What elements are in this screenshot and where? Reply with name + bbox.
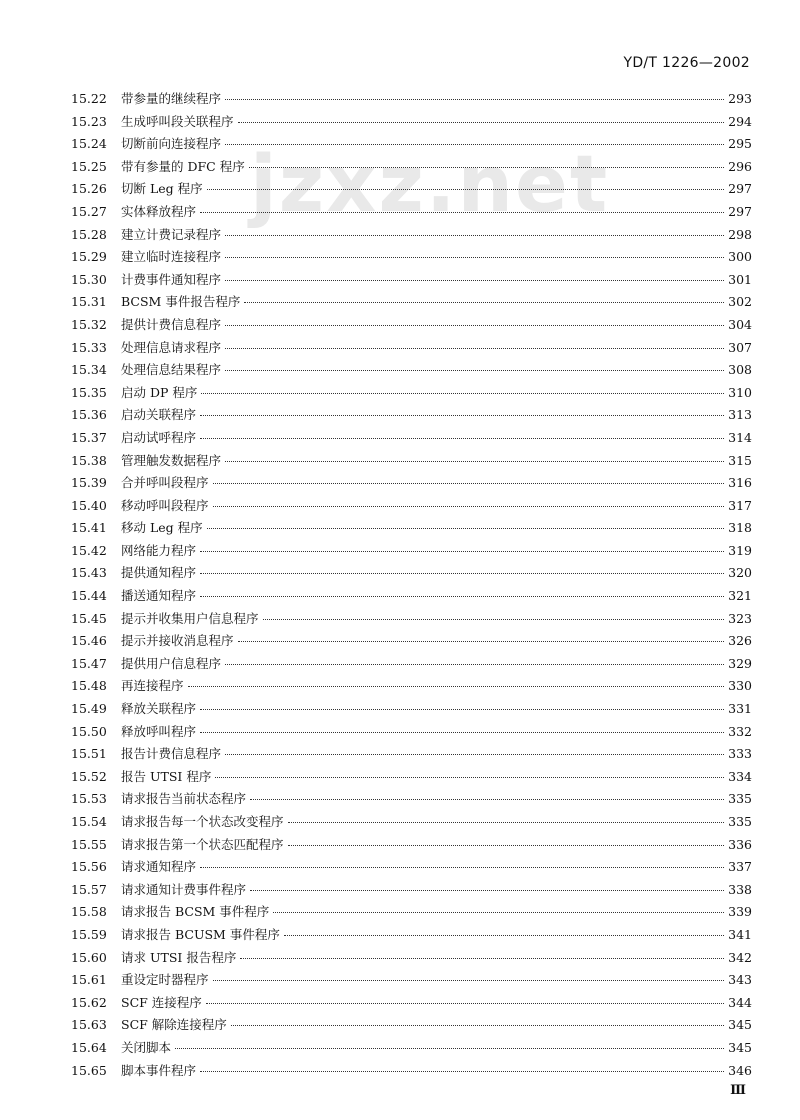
dot-leader [225,144,724,145]
entry-page-number: 297 [728,203,752,219]
toc-entry [71,540,752,563]
entry-title: 提供用户信息程序 [121,655,222,671]
dot-leader [200,596,724,597]
entry-page-number: 319 [728,542,752,558]
entry-page-number: 314 [728,429,752,445]
toc-entry [71,269,752,292]
entry-page-number: 330 [728,678,752,694]
toc-entry [71,901,752,924]
entry-page-number: 307 [728,339,752,355]
toc-entry [71,743,752,766]
entry-title: 请求报告每一个状态改变程序 [121,814,284,829]
toc-entry [71,766,752,789]
entry-title: 实体释放程序 [121,203,197,219]
entry-title: 报告 UTSI 程序 [121,768,212,784]
entry-title: 播送通知程序 [121,588,197,604]
dot-leader [225,754,724,755]
entry-number: 15.24 [71,136,107,152]
dot-leader [225,280,724,281]
entry-page-number: 336 [728,836,752,852]
entry-number: 15.47 [71,655,107,671]
dot-leader [240,958,724,959]
dot-leader [249,167,724,168]
entry-page-number: 321 [728,588,752,604]
entry-page-number: 344 [728,994,752,1010]
entry-page-number: 315 [728,452,752,468]
entry-page-number: 308 [728,362,752,378]
table-of-contents [71,88,752,1082]
entry-page-number: 300 [728,249,752,265]
dot-leader [244,302,724,303]
toc-entry [71,1060,752,1083]
entry-number: 15.32 [71,316,107,332]
entry-number: 15.51 [71,746,107,762]
entry-number: 15.39 [71,475,107,491]
entry-number: 15.31 [71,294,107,310]
dot-leader [284,935,724,936]
toc-entry [71,1037,752,1060]
dot-leader [225,235,724,236]
dot-leader [231,1025,724,1026]
dot-leader [206,1003,724,1004]
dot-leader [200,1071,724,1072]
entry-title: BCSM 事件报告程序 [121,294,241,310]
entry-page-number: 334 [728,768,752,784]
entry-number: 15.36 [71,407,107,423]
dot-leader [225,99,724,100]
dot-leader [200,573,724,574]
dot-leader [200,438,724,439]
toc-entry [71,450,752,473]
entry-page-number: 346 [728,1062,752,1078]
toc-entry [71,653,752,676]
entry-title: SCF 解除连接程序 [121,1017,227,1033]
entry-page-number: 335 [728,791,752,807]
entry-title: 移动呼叫段程序 [121,497,209,513]
entry-number: 15.33 [71,339,107,355]
toc-entry [71,585,752,608]
dot-leader [207,528,724,529]
toc-entry [71,133,752,156]
entry-number: 15.54 [71,814,107,829]
entry-title: 移动 Leg 程序 [121,520,203,536]
entry-number: 15.35 [71,384,107,400]
entry-page-number: 332 [728,723,752,739]
entry-number: 15.50 [71,723,107,739]
entry-number: 15.27 [71,203,107,219]
toc-entry [71,111,752,134]
entry-title: 处理信息请求程序 [121,339,222,355]
entry-number: 15.58 [71,904,107,920]
toc-entry [71,404,752,427]
entry-number: 15.25 [71,158,107,174]
dot-leader [238,122,724,123]
toc-entry [71,224,752,247]
entry-title: 请求报告 BCSM 事件程序 [121,904,270,920]
toc-entry [71,608,752,631]
entry-number: 15.40 [71,497,107,513]
entry-title: 切断 Leg 程序 [121,181,203,197]
toc-entry [71,698,752,721]
entry-page-number: 301 [728,271,752,287]
toc-entry [71,472,752,495]
entry-number: 15.65 [71,1062,107,1078]
entry-number: 15.44 [71,588,107,604]
toc-entry [71,314,752,337]
toc-entry [71,246,752,269]
entry-page-number: 304 [728,316,752,332]
dot-leader [200,551,724,552]
entry-page-number: 293 [728,91,752,106]
entry-number: 15.63 [71,1017,107,1033]
entry-title: 带有参量的 DFC 程序 [121,158,245,174]
toc-entry [71,811,752,834]
entry-number: 15.48 [71,678,107,694]
watermark: jzxz.net [250,140,610,230]
entry-title: 处理信息结果程序 [121,362,222,378]
entry-title: 网络能力程序 [121,542,197,558]
dot-leader [213,506,724,507]
entry-page-number: 333 [728,746,752,762]
dot-leader [225,461,724,462]
dot-leader [175,1048,724,1049]
entry-title: 提示并接收消息程序 [121,633,234,649]
entry-number: 15.30 [71,271,107,287]
entry-number: 15.26 [71,181,107,197]
entry-title: 建立临时连接程序 [121,249,222,265]
dot-leader [213,980,724,981]
entry-page-number: 345 [728,1017,752,1033]
dot-leader [215,777,724,778]
entry-number: 15.60 [71,949,107,965]
dot-leader [200,732,724,733]
page-number: Ⅲ [730,1083,746,1098]
toc-entry [71,721,752,744]
entry-number: 15.22 [71,91,107,106]
toc-entry [71,337,752,360]
entry-title: 报告计费信息程序 [121,746,222,762]
toc-entry [71,856,752,879]
toc-entry [71,834,752,857]
dot-leader [273,912,724,913]
toc-entry [71,427,752,450]
toc-entry [71,382,752,405]
entry-page-number: 295 [728,136,752,152]
entry-page-number: 297 [728,181,752,197]
toc-entry [71,495,752,518]
entry-number: 15.57 [71,881,107,897]
toc-entry [71,291,752,314]
entry-title: 请求通知程序 [121,859,197,875]
entry-page-number: 320 [728,565,752,581]
entry-title: 生成呼叫段关联程序 [121,113,234,129]
entry-number: 15.61 [71,972,107,988]
toc-entry [71,178,752,201]
entry-title: 释放关联程序 [121,701,197,717]
entry-page-number: 298 [728,226,752,242]
toc-entry [71,630,752,653]
entry-page-number: 343 [728,972,752,988]
dot-leader [200,867,724,868]
entry-number: 15.45 [71,610,107,626]
dot-leader [225,325,724,326]
entry-page-number: 296 [728,158,752,174]
entry-number: 15.38 [71,452,107,468]
entry-page-number: 302 [728,294,752,310]
dot-leader [238,641,724,642]
entry-number: 15.64 [71,1039,107,1055]
entry-number: 15.49 [71,701,107,717]
dot-leader [200,415,724,416]
entry-number: 15.62 [71,994,107,1010]
dot-leader [250,799,724,800]
entry-page-number: 338 [728,881,752,897]
toc-entry [71,879,752,902]
entry-title: 请求通知计费事件程序 [121,881,247,897]
entry-title: 请求报告第一个状态匹配程序 [121,836,284,852]
dot-leader [207,189,724,190]
entry-title: 提供计费信息程序 [121,316,222,332]
entry-title: 管理触发数据程序 [121,452,222,468]
entry-title: 释放呼叫程序 [121,723,197,739]
entry-page-number: 317 [728,497,752,513]
entry-title: 再连接程序 [121,678,184,694]
toc-entry [71,359,752,382]
entry-page-number: 329 [728,655,752,671]
entry-number: 15.52 [71,768,107,784]
entry-page-number: 341 [728,926,752,942]
entry-title: 请求报告当前状态程序 [121,791,247,807]
document-code-header: YD/T 1226—2002 [623,55,750,71]
entry-page-number: 316 [728,475,752,491]
entry-title: 启动试呼程序 [121,429,197,445]
entry-title: 启动 DP 程序 [121,384,198,400]
dot-leader [288,822,724,823]
entry-page-number: 318 [728,520,752,536]
dot-leader [213,483,724,484]
toc-entry [71,88,752,111]
entry-title: SCF 连接程序 [121,994,202,1010]
entry-title: 计费事件通知程序 [121,271,222,287]
entry-page-number: 337 [728,859,752,875]
entry-page-number: 294 [728,113,752,129]
entry-page-number: 342 [728,949,752,965]
dot-leader [225,348,724,349]
dot-leader [250,890,724,891]
entry-page-number: 326 [728,633,752,649]
entry-title: 请求 UTSI 报告程序 [121,949,237,965]
entry-title: 关闭脚本 [121,1039,172,1055]
toc-entry [71,675,752,698]
entry-title: 切断前向连接程序 [121,136,222,152]
toc-entry [71,517,752,540]
dot-leader [201,393,724,394]
entry-title: 合并呼叫段程序 [121,475,209,491]
dot-leader [225,257,724,258]
dot-leader [200,709,724,710]
entry-page-number: 339 [728,904,752,920]
toc-entry [71,947,752,970]
dot-leader [288,845,724,846]
entry-page-number: 313 [728,407,752,423]
toc-entry [71,788,752,811]
entry-number: 15.56 [71,859,107,875]
toc-entry [71,156,752,179]
entry-number: 15.41 [71,520,107,536]
toc-entry [71,924,752,947]
entry-number: 15.42 [71,542,107,558]
entry-title: 提供通知程序 [121,565,197,581]
entry-page-number: 345 [728,1039,752,1055]
toc-entry [71,969,752,992]
toc-entry [71,1014,752,1037]
entry-number: 15.28 [71,226,107,242]
entry-number: 15.37 [71,429,107,445]
entry-page-number: 323 [728,610,752,626]
entry-page-number: 310 [728,384,752,400]
dot-leader [263,619,724,620]
toc-entry [71,992,752,1015]
entry-title: 启动关联程序 [121,407,197,423]
entry-number: 15.59 [71,926,107,942]
entry-number: 15.46 [71,633,107,649]
entry-title: 请求报告 BCUSM 事件程序 [121,926,280,942]
entry-number: 15.29 [71,249,107,265]
entry-title: 脚本事件程序 [121,1062,197,1078]
entry-title: 重设定时器程序 [121,972,209,988]
entry-title: 建立计费记录程序 [121,226,222,242]
entry-number: 15.34 [71,362,107,378]
toc-entry [71,201,752,224]
entry-number: 15.55 [71,836,107,852]
entry-number: 15.53 [71,791,107,807]
entry-title: 提示并收集用户信息程序 [121,610,259,626]
entry-number: 15.23 [71,113,107,129]
dot-leader [225,664,724,665]
dot-leader [225,370,724,371]
entry-title: 带参量的继续程序 [121,91,222,106]
entry-page-number: 335 [728,814,752,829]
dot-leader [188,686,724,687]
toc-entry [71,562,752,585]
entry-page-number: 331 [728,701,752,717]
entry-number: 15.43 [71,565,107,581]
dot-leader [200,212,724,213]
